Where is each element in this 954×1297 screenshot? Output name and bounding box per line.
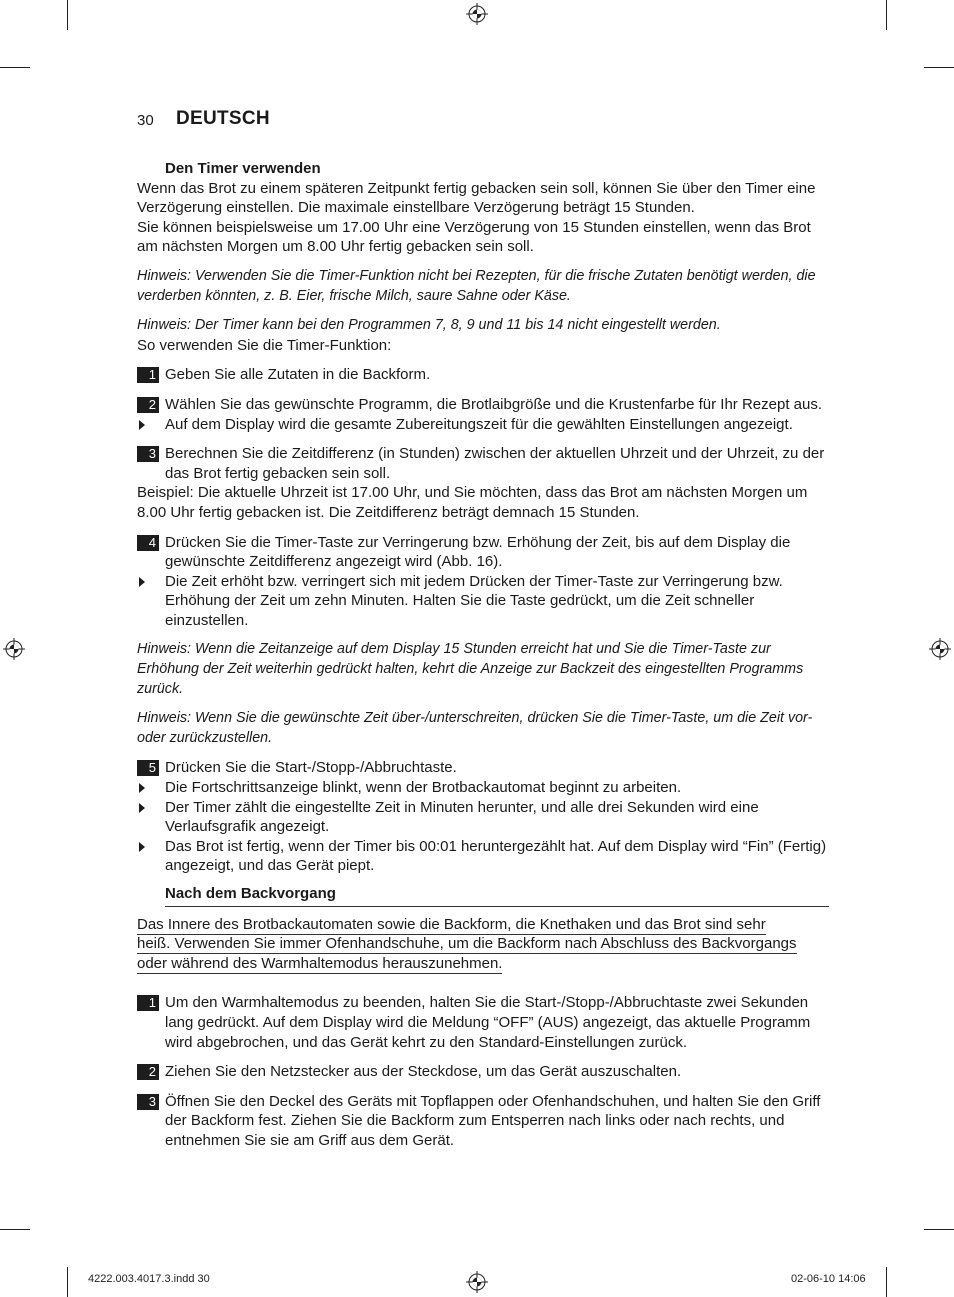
crop-mark xyxy=(0,67,30,68)
example-paragraph: Beispiel: Die aktuelle Uhrzeit ist 17.00 Uhr, und Sie möchten, dass das Brot am nächsten Morgen um 8.00 Uhr fertig gebacken ist. Die Zeitdifferenz beträgt demnach 15 Stunden. xyxy=(137,484,808,521)
step-text: Öffnen Sie den Deckel des Geräts mit Topflappen oder Ofenhandschuhen, und halten Sie den Griff der Backform fest. Ziehen Sie die Backform zum Entsperren nach links oder nach rechts, und entnehmen Sie sie am Griff aus dem Gerät. xyxy=(165,1092,821,1149)
step-item xyxy=(137,444,829,483)
result-bullet xyxy=(137,572,829,631)
bullet-text: Die Fortschrittsanzeige blinkt, wenn der Brotbackautomat beginnt zu arbeiten. xyxy=(165,779,682,797)
step-number-badge: 1 xyxy=(137,995,159,1011)
step-text: Um den Warmhaltemodus zu beenden, halten Sie die Start-/Stopp-/Abbruchtaste zwei Sekunden lang gedrückt. Auf dem Display wird die Meldung “OFF” (AUS) angezeigt, das aktuelle Programm wird abgebrochen, und das Gerät kehrt zu den Standard-Einstellungen zurück. xyxy=(165,994,811,1051)
registration-mark-icon xyxy=(3,638,25,660)
bullet-text: Auf dem Display wird die gesamte Zubereitungszeit für die gewählten Einstellungen angezeigt. xyxy=(165,415,793,433)
note-max-time: Hinweis: Wenn die Zeitanzeige auf dem Display 15 Stunden erreicht hat und Sie die Timer-Taste zur Erhöhung der Zeit weiterhin gedrückt halten, kehrt die Anzeige zur Backzeit des eingestellten Programms zurück. xyxy=(137,641,804,697)
bullet-triangle-icon xyxy=(139,420,145,430)
warning-line: heiß. Verwenden Sie immer Ofenhandschuhe, um die Backform nach Abschluss des Backvorgangs xyxy=(137,935,797,953)
step-item xyxy=(137,533,829,572)
note-adjust-time: Hinweis: Wenn Sie die gewünschte Zeit über-/unterschreiten, drücken Sie die Timer-Taste, um die Zeit vor- oder zurückzustellen. xyxy=(137,710,813,746)
registration-mark-icon xyxy=(466,3,488,25)
bullet-triangle-icon xyxy=(139,842,145,852)
note-programs: Hinweis: Der Timer kann bei den Programmen 7, 8, 9 und 11 bis 14 nicht eingestellt werden. xyxy=(137,317,721,334)
step-item xyxy=(137,758,829,778)
step-item xyxy=(137,365,829,385)
how-to-intro: So verwenden Sie die Timer-Funktion: xyxy=(137,336,392,354)
warning-block xyxy=(137,915,829,974)
result-bullet xyxy=(137,778,829,798)
footer-date: 02-06-10 14:06 xyxy=(791,1273,866,1285)
step-number-badge: 3 xyxy=(137,1094,159,1110)
crop-mark xyxy=(67,1267,68,1297)
step-item xyxy=(137,1062,829,1082)
section-heading-timer: Den Timer verwenden xyxy=(165,160,321,177)
note-fresh-ingredients: Hinweis: Verwenden Sie die Timer-Funktion nicht bei Rezepten, für die frische Zutaten benötigt werden, die verderben könnten, z. B. Eier, frische Milch, saure Sahne oder Käse. xyxy=(137,267,816,304)
section-heading-after-baking: Nach dem Backvorgang xyxy=(165,884,829,907)
crop-mark xyxy=(67,0,68,30)
crop-mark xyxy=(0,1229,30,1230)
step-number-badge: 4 xyxy=(137,535,159,551)
step-number-badge: 5 xyxy=(137,760,159,776)
footer-file-name: 4222.003.4017.3.indd 30 xyxy=(88,1273,210,1285)
intro-paragraph: Wenn das Brot zu einem späteren Zeitpunkt fertig gebacken sein soll, können Sie über den Timer eine Verzögerung einstellen. Die maximale einstellbare Verzögerung beträgt 15 Stunden. xyxy=(137,179,816,217)
result-bullet xyxy=(137,837,829,876)
bullet-text: Der Timer zählt die eingestellte Zeit in Minuten herunter, und alle drei Sekunden wird eine Verlaufsgrafik angezeigt. xyxy=(165,798,759,836)
warning-line: oder während des Warmhaltemodus herauszunehmen. xyxy=(137,954,503,972)
step-text: Berechnen Sie die Zeitdifferenz (in Stunden) zwischen der aktuellen Uhrzeit und der Uhrzeit, zu der das Brot fertig gebacken sein soll. xyxy=(165,445,825,482)
intro-paragraph: Sie können beispielsweise um 17.00 Uhr eine Verzögerung von 15 Stunden einstellen, wenn das Brot am nächsten Morgen um 8.00 Uhr fertig gebacken sein soll. xyxy=(137,218,811,256)
crop-mark xyxy=(886,1267,887,1297)
crop-mark xyxy=(886,0,887,30)
result-bullet xyxy=(137,415,829,435)
step-text: Geben Sie alle Zutaten in die Backform. xyxy=(165,366,431,384)
manual-content xyxy=(137,159,829,1151)
crop-mark xyxy=(924,1229,954,1230)
bullet-triangle-icon xyxy=(139,783,145,793)
crop-mark xyxy=(924,67,954,68)
step-item xyxy=(137,1092,829,1151)
language-title: DEUTSCH xyxy=(176,108,270,129)
step-item xyxy=(137,993,829,1052)
registration-mark-icon xyxy=(466,1271,488,1293)
step-number-badge: 3 xyxy=(137,446,159,462)
registration-mark-icon xyxy=(929,638,951,660)
result-bullet xyxy=(137,798,829,837)
bullet-triangle-icon xyxy=(139,803,145,813)
step-text: Drücken Sie die Start-/Stopp-/Abbruchtaste. xyxy=(165,759,457,777)
step-text: Ziehen Sie den Netzstecker aus der Steckdose, um das Gerät auszuschalten. xyxy=(165,1063,682,1081)
bullet-text: Die Zeit erhöht bzw. verringert sich mit jedem Drücken der Timer-Taste zur Verringerung bzw. Erhöhung der Zeit um zehn Minuten. Halten Sie die Taste gedrückt, um die Zeit schneller einzustellen. xyxy=(165,572,783,629)
step-number-badge: 2 xyxy=(137,1064,159,1080)
step-text: Drücken Sie die Timer-Taste zur Verringerung bzw. Erhöhung der Zeit, bis auf dem Display die gewünschte Zeitdifferenz angezeigt wird (Abb. 16). xyxy=(165,533,791,571)
step-number-badge: 1 xyxy=(137,367,159,383)
step-number-badge: 2 xyxy=(137,397,159,413)
bullet-text: Das Brot ist fertig, wenn der Timer bis 00:01 heruntergezählt hat. Auf dem Display wird “Fin” (Fertig) angezeigt, und das Gerät piept. xyxy=(165,837,827,875)
step-text: Wählen Sie das gewünschte Programm, die Brotlaibgröße und die Krustenfarbe für Ihr Rezept aus. xyxy=(165,395,823,413)
step-item xyxy=(137,395,829,415)
page-number: 30 xyxy=(137,112,154,129)
warning-line: Das Innere des Brotbackautomaten sowie die Backform, die Knethaken und das Brot sind sehr xyxy=(137,915,766,933)
bullet-triangle-icon xyxy=(139,577,145,587)
